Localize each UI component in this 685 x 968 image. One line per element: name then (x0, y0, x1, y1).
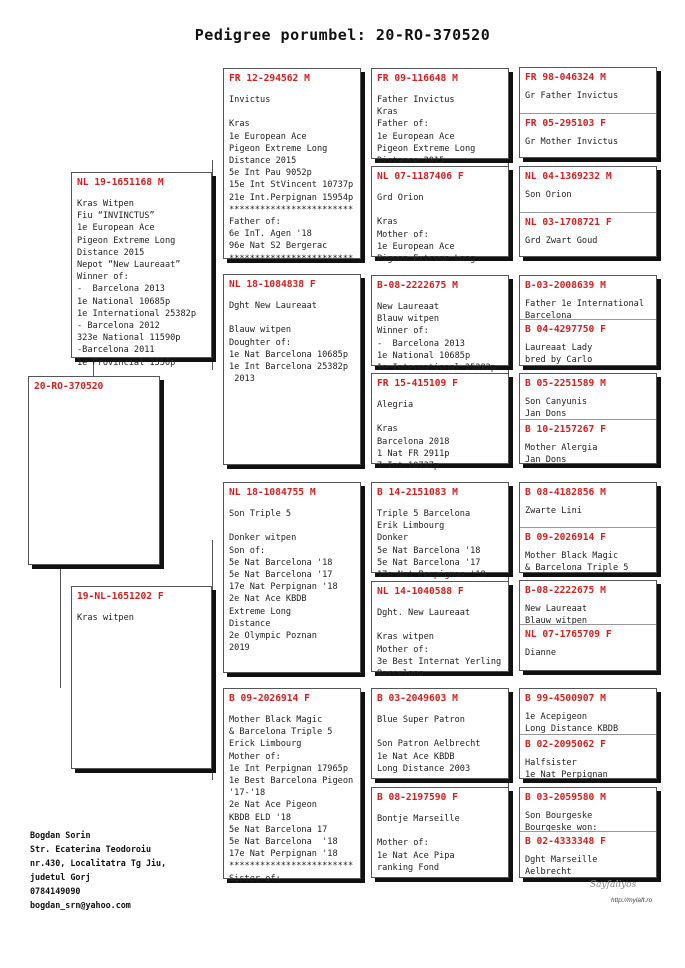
owner-name: Bogdan Sorin (30, 830, 91, 840)
ring-number: B 08-4182856 M (525, 487, 606, 498)
grandparent-card (223, 274, 361, 465)
great-grandparent-card (371, 166, 509, 265)
page-title: Pedigree porumbel: 20-RO-370520 (194, 26, 491, 44)
owner-email: bogdan_srn@yahoo.com (30, 900, 131, 910)
gen4-pair-card (519, 373, 657, 464)
pigeon-details: 1e Acepigeon Long Distance KBDB (525, 712, 619, 735)
ring-number: B 02-2095062 F (525, 739, 606, 750)
ring-number: FR 15-415109 F (377, 378, 458, 389)
great-grandparent-card (371, 482, 509, 581)
pigeon-details: Laureaat Lady bred by Carlo (525, 343, 593, 366)
ring-number: B 99-4500907 M (525, 693, 606, 704)
pigeon-details: Kras witpen (77, 613, 134, 623)
pigeon-details: Father Invictus Kras Father of: 1e European Ace Pigeon Extreme Long Distance 2015 (377, 95, 476, 167)
pigeon-details: Dght. New Laureaat Kras witpen Mother of: 3e Best Internat Yerling Barcelona (377, 608, 502, 680)
ring-number: B 08-2197590 F (377, 792, 458, 803)
connector-line (60, 568, 61, 688)
pigeon-details: Grd Orion Kras Mother of: 1e European Ace Pigeon Extreme Long (377, 193, 476, 265)
great-grandparent-card (371, 787, 509, 878)
ring-number: NL 14-1040588 F (377, 586, 464, 597)
ring-number: B 05-2251589 M (525, 378, 606, 389)
ring-number: NL 07-1187406 F (377, 171, 464, 182)
connector-line (361, 530, 362, 630)
ring-number: B 09-2026914 F (525, 532, 606, 543)
pigeon-details: Bontje Marseille Mother of: 1e Nat Ace Pipa ranking Fond (377, 814, 460, 873)
pigeon-details: Grd Zwart Goud (525, 236, 598, 246)
owner-phone: 0784149090 (30, 886, 81, 896)
pigeon-details: Dght Marseille Aelbrecht (525, 855, 598, 878)
connector-line (361, 120, 362, 220)
gen4-pair-card (519, 275, 657, 366)
ring-number: 19-NL-1651202 F (77, 591, 164, 602)
website-link[interactable]: http://mylaft.ro (611, 897, 653, 904)
pigeon-details: Dght New Laureaat Blauw witpen Doughter of: 1e Nat Barcelona 10685p 1e Int Barcelona 25382p 2013 (229, 301, 348, 385)
pigeon-details: New Laureaat Blauw witpen Winner of: - Barcelona 2013 1e National 10685p 1e International 25382p (377, 302, 496, 374)
ring-number: B 03-2059580 M (525, 792, 606, 803)
pigeon-details: Halfsister 1e Nat Perpignan (525, 758, 608, 781)
grandparent-card (223, 688, 361, 884)
ring-number: FR 12-294562 M (229, 73, 310, 84)
pigeon-details: Mother Black Magic & Barcelona Triple 5 Erick Limbourg Mother of: 1e Int Perpignan 17965p 1e Best Barcelona Pigeon '17-'18 2e Nat Ace Pigeon KBDB ELD '18 5e Nat Barcelona 17 5e Nat Barcelona '18 17e Nat Perpignan '18 ************************ Sister of: (229, 715, 354, 884)
ring-number: 20-RO-370520 (34, 381, 104, 392)
connector-line (361, 330, 362, 420)
pigeon-details: Invictus Kras 1e European Ace Pigeon Extreme Long Distance 2015 5e Int Pau 9052p 15e Int StVincent 10737p 21e Int.Perpignan 15954p ************************ Father of: 6e InT. Agen '18 96e Nat S2 Bergerac ************************ (229, 95, 354, 264)
ring-number: B-08-2222675 M (525, 585, 606, 596)
pigeon-details: Mother Alergia Jan Dons (525, 443, 598, 466)
pigeon-details: Mother Black Magic & Barcelona Triple 5 (525, 551, 629, 574)
pigeon-details: Gr Father Invictus (525, 91, 619, 101)
ring-number: NL 03-1708721 F (525, 217, 612, 228)
gen4-pair-card (519, 688, 657, 779)
great-grandparent-card (371, 275, 509, 374)
pigeon-details: Dianne (525, 648, 557, 658)
ring-number: NL 19-1651168 M (77, 177, 164, 188)
great-grandparent-card (371, 688, 509, 779)
dam-card (71, 586, 212, 769)
connector-line (212, 540, 213, 780)
connector-line (212, 160, 213, 370)
sire-card (71, 172, 212, 368)
pigeon-details: Zwarte Lini (525, 506, 582, 516)
ring-number: B-03-2008639 M (525, 280, 606, 291)
pigeon-details: Son Bourgeske Bourgeske won: (525, 811, 598, 834)
pigeon-details: Father 1e International Barcelona (525, 299, 644, 322)
pigeon-details: Son Canyunis Jan Dons (525, 397, 588, 420)
ring-number: B 14-2151083 M (377, 487, 458, 498)
owner-address: nr.430, Localitatra Tg Jiu, (30, 858, 167, 868)
ring-number: B 02-4333348 F (525, 836, 606, 847)
gen4-pair-card (519, 166, 657, 257)
owner-street: Str. Ecaterina Teodoroiu (30, 844, 152, 854)
subject-card (28, 376, 160, 565)
ring-number: FR 09-116648 M (377, 73, 458, 84)
grandparent-card (223, 68, 361, 264)
gen4-pair-card (519, 67, 657, 158)
grandparent-card (223, 482, 361, 673)
pigeon-details: New Laureaat Blauw witpen (525, 604, 588, 627)
pigeon-details: Triple 5 Barcelona Erik Limbourg Donker 5e Nat Barcelona '18 5e Nat Barcelona '17 17e Nat Perpignan '18 (377, 509, 486, 581)
ring-number: B-08-2222675 M (377, 280, 458, 291)
signature: Sayfaliyos (590, 880, 637, 890)
ring-number: B 10-2157267 F (525, 424, 606, 435)
ring-number: B 09-2026914 F (229, 693, 310, 704)
owner-contact (30, 828, 166, 912)
ring-number: B 03-2049603 M (377, 693, 458, 704)
pigeon-details: Son Orion (525, 190, 572, 200)
connector-line (361, 740, 362, 840)
pigeon-details: Gr Mother Invictus (525, 137, 619, 147)
great-grandparent-card (371, 68, 509, 167)
gen4-pair-card (519, 580, 657, 671)
pigeon-details: Alegria Kras Barcelona 2018 1 Nat FR 2911p 7 Int 10737p (377, 400, 450, 472)
gen4-pair-card (519, 787, 657, 878)
gen4-pair-card (519, 482, 657, 573)
owner-county: judetul Gorj (30, 872, 91, 882)
ring-number: FR 98-046324 M (525, 72, 606, 83)
ring-number: NL 18-1084755 M (229, 487, 316, 498)
pigeon-details: Son Triple 5 Donker witpen Son of: 5e Nat Barcelona '18 5e Nat Barcelona '17 17e Nat Perpignan '18 2e Nat Ace KBDB Extreme Long Distance 2e Olympic Poznan 2019 (229, 509, 338, 654)
ring-number: NL 07-1765709 F (525, 629, 612, 640)
ring-number: B 04-4297750 F (525, 324, 606, 335)
pigeon-details: Kras Witpen Fiu “INVINCTUS” 1e European Ace Pigeon Extreme Long Distance 2015 Nepot “New Laureaat” Winner of: - Barcelona 2013 1e National 10685p 1e International 25382p - Barcelona 2012 323e National 11590p -Barcelona 2011 1e Provincial 1550p (77, 199, 196, 368)
pigeon-details: Blue Super Patron Son Patron Aelbrecht 1e Nat Ace KBDB Long Distance 2003 (377, 715, 481, 774)
great-grandparent-card (371, 373, 509, 472)
great-grandparent-card (371, 581, 509, 680)
ring-number: NL 18-1084838 F (229, 279, 316, 290)
ring-number: NL 04-1369232 M (525, 171, 612, 182)
ring-number: FR 05-295103 F (525, 118, 606, 129)
